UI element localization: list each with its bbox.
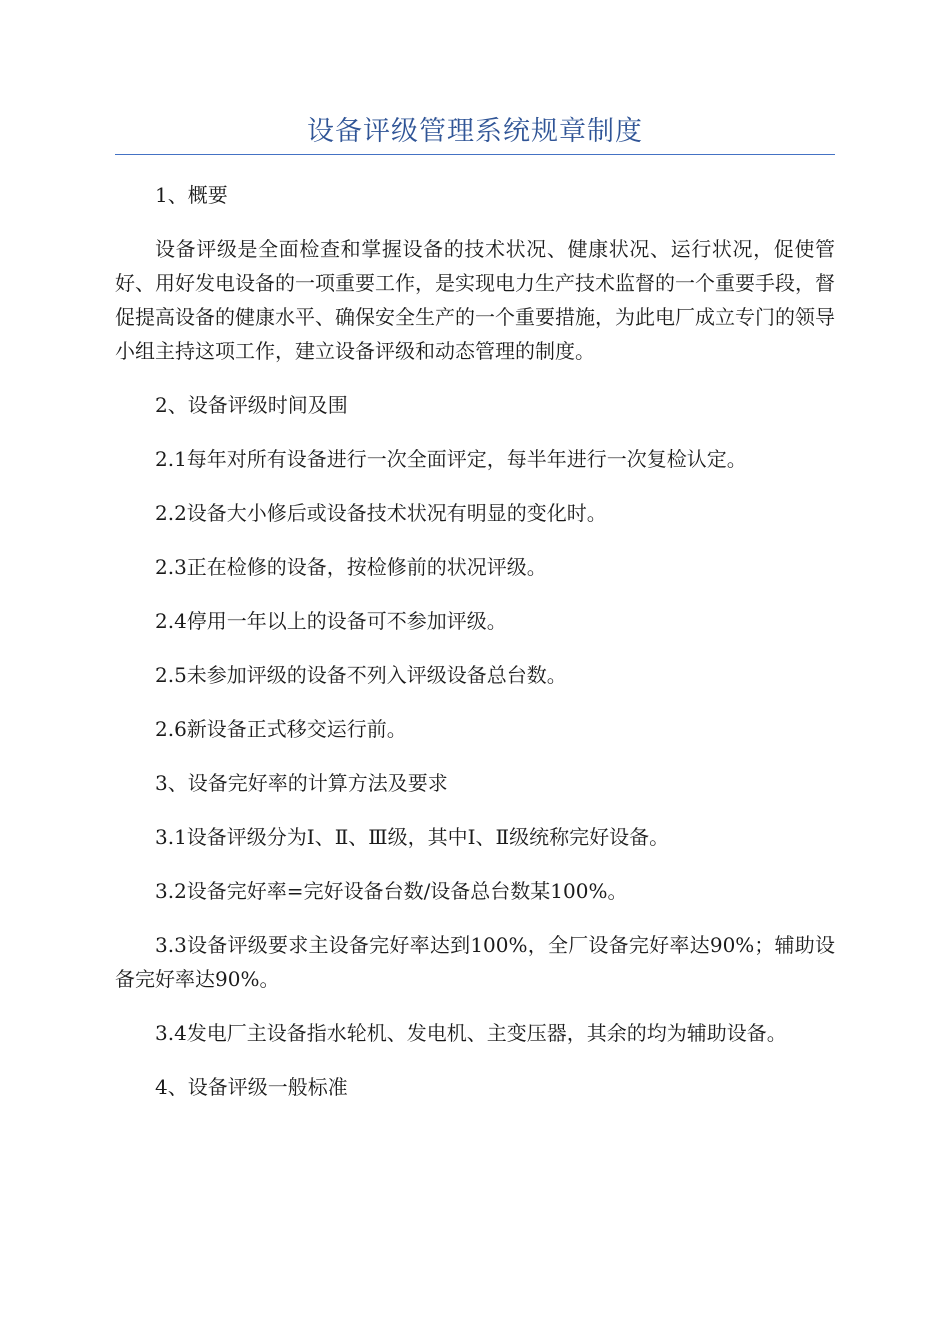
list-item-3-2: 3.2设备完好率=完好设备台数/设备总台数某100%。 — [155, 879, 628, 903]
list-item-3-3: 3.3设备评级要求主设备完好率达到100%，全厂设备完好率达90%；辅助设备完好率达90%。 — [115, 933, 835, 991]
paragraph-overview: 设备评级是全面检查和掌握设备的技术状况、健康状况、运行状况，促使管好、用好发电设备的一项重要工作，是实现电力生产技术监督的一个重要手段，督促提高设备的健康水平、确保安全生产的一个重要措施，为此电厂成立专门的领导小组主持这项工作，建立设备评级和动态管理的制度。 — [115, 237, 835, 363]
section-heading-3: 3、设备完好率的计算方法及要求 — [155, 771, 448, 795]
document-title: 设备评级管理系统规章制度 — [307, 116, 643, 147]
list-item-2-5: 2.5未参加评级的设备不列入评级设备总台数。 — [155, 663, 567, 687]
section-heading-2: 2、设备评级时间及围 — [155, 393, 348, 417]
list-item-2-1: 2.1每年对所有设备进行一次全面评定，每半年进行一次复检认定。 — [155, 447, 747, 471]
list-item-3-1: 3.1设备评级分为Ⅰ、Ⅱ、Ⅲ级，其中Ⅰ、Ⅱ级统称完好设备。 — [155, 825, 670, 849]
section-heading-4: 4、设备评级一般标准 — [155, 1075, 348, 1099]
list-item-2-6: 2.6新设备正式移交运行前。 — [155, 717, 407, 741]
list-item-3-4: 3.4发电厂主设备指水轮机、发电机、主变压器，其余的均为辅助设备。 — [155, 1021, 787, 1045]
list-item-2-3: 2.3正在检修的设备，按检修前的状况评级。 — [155, 555, 547, 579]
title-underline — [115, 154, 835, 155]
section-heading-1: 1、概要 — [155, 183, 228, 207]
list-item-2-4: 2.4停用一年以上的设备可不参加评级。 — [155, 609, 507, 633]
document-body — [115, 178, 835, 1124]
list-item-2-2: 2.2设备大小修后或设备技术状况有明显的变化时。 — [155, 501, 607, 525]
